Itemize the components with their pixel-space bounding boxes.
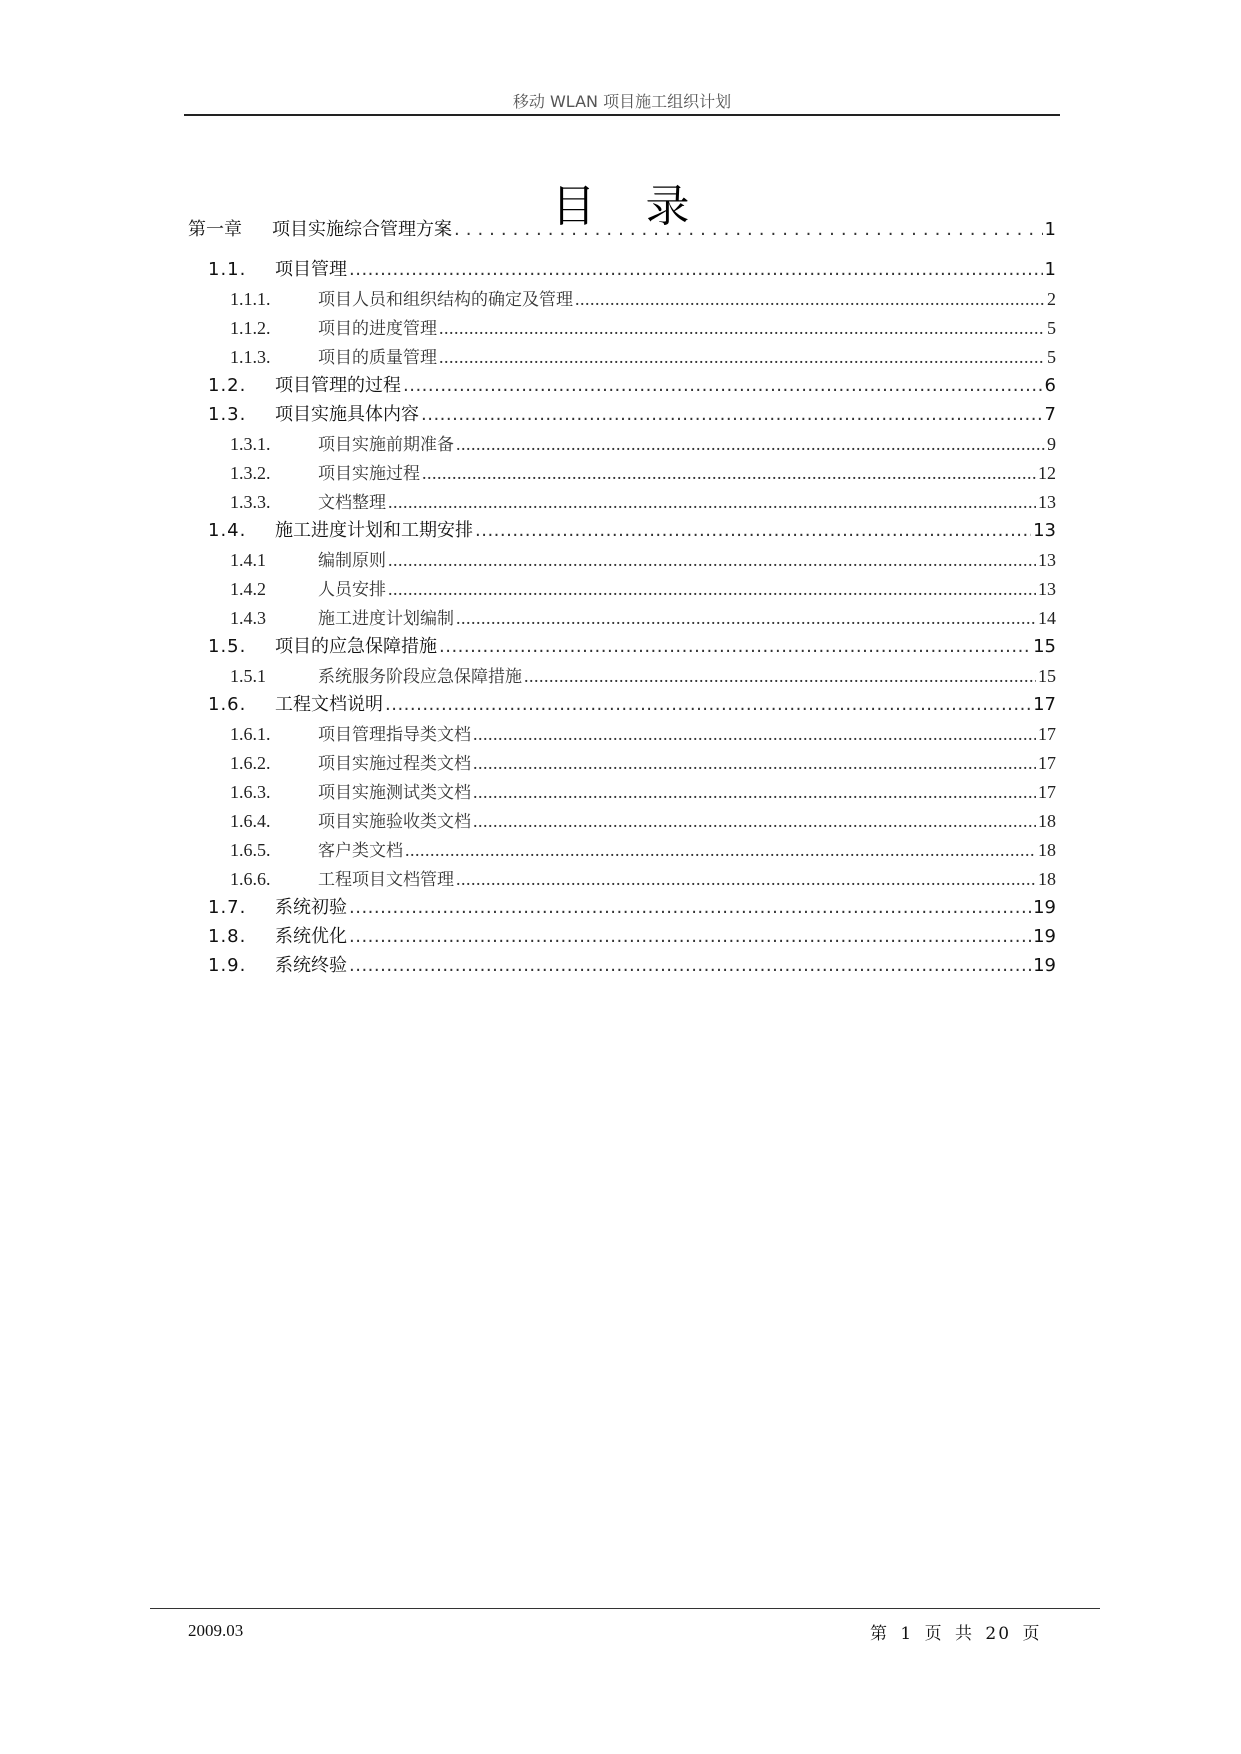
- toc-dot-leader: [473, 722, 1036, 746]
- toc-entry-title: 系统服务阶段应急保障措施: [318, 667, 522, 687]
- footer-divider: [150, 1608, 1100, 1609]
- toc-entry[interactable]: [208, 896, 1056, 920]
- toc-entry[interactable]: [230, 316, 1056, 340]
- toc-entry-page: 13: [1038, 579, 1056, 599]
- toc-dot-leader: [456, 606, 1036, 630]
- toc-entry-number: 1.4.1: [230, 550, 266, 570]
- toc-entry-title: 项目的质量管理: [318, 348, 437, 368]
- toc-dot-leader: [349, 896, 1031, 920]
- toc-entry-number: 1.4.2: [230, 579, 266, 599]
- toc-entry-title: 系统终验: [275, 955, 347, 976]
- toc-entry-page: 1: [1044, 219, 1056, 240]
- toc-entry-number: 1.4.: [208, 520, 247, 541]
- toc-entry-number: 第一章: [188, 219, 242, 240]
- toc-dot-leader: [405, 838, 1036, 862]
- toc-entry-title: 项目实施过程类文档: [318, 754, 471, 774]
- toc-entry-page: 13: [1038, 492, 1056, 512]
- toc-dot-leader: [439, 635, 1031, 659]
- toc-entry-page: 1: [1044, 259, 1056, 280]
- toc-entry-page: 17: [1033, 694, 1056, 715]
- toc-entry-number: 1.1.1.: [230, 289, 271, 309]
- toc-entry-page: 9: [1047, 434, 1056, 454]
- toc-dot-leader: [456, 432, 1045, 456]
- toc-entry[interactable]: [208, 403, 1056, 427]
- toc-entry-page: 7: [1044, 404, 1056, 425]
- toc-dot-leader: [388, 577, 1036, 601]
- toc-entry[interactable]: [230, 780, 1056, 804]
- toc-entry-page: 18: [1038, 811, 1056, 831]
- toc-dot-leader: [349, 925, 1031, 949]
- toc-entry[interactable]: [208, 954, 1056, 978]
- toc-dot-leader: [473, 780, 1036, 804]
- toc-entry-number: 1.3.2.: [230, 463, 271, 483]
- toc-entry-page: 13: [1038, 550, 1056, 570]
- page-header-title: 移动 WLAN 项目施工组织计划: [512, 92, 732, 111]
- toc-entry[interactable]: [208, 925, 1056, 949]
- toc-entry-number: 1.3.3.: [230, 492, 271, 512]
- toc-entry-page: 13: [1033, 520, 1056, 541]
- toc-dot-leader: [475, 519, 1031, 543]
- toc-entry[interactable]: [230, 345, 1056, 369]
- toc-entry-number: 1.3.1.: [230, 434, 271, 454]
- toc-entry-title: 项目人员和组织结构的确定及管理: [318, 290, 573, 310]
- toc-dot-leader: [349, 258, 1043, 282]
- toc-entry-title: 客户类文档: [318, 841, 403, 861]
- toc-entry[interactable]: [208, 693, 1056, 717]
- toc-entry-title: 施工进度计划和工期安排: [275, 520, 473, 541]
- toc-entry-page: 17: [1038, 782, 1056, 802]
- toc-dot-leader: [388, 490, 1036, 514]
- toc-dot-leader: [349, 954, 1031, 978]
- toc-entry-number: 1.4.3: [230, 608, 266, 628]
- toc-dot-leader: [524, 664, 1036, 688]
- toc-entry-number: 1.1.3.: [230, 347, 271, 367]
- header-divider: [184, 114, 1060, 116]
- toc-entry[interactable]: [230, 287, 1056, 311]
- toc-entry-page: 17: [1038, 724, 1056, 744]
- toc-entry-title: 编制原则: [318, 551, 386, 571]
- toc-entry-number: 1.7.: [208, 897, 247, 918]
- toc-entry-number: 1.6.5.: [230, 840, 271, 860]
- toc-entry-page: 19: [1033, 955, 1056, 976]
- toc-entry-number: 1.5.1: [230, 666, 266, 686]
- toc-entry-title: 项目实施过程: [318, 464, 420, 484]
- toc-entry[interactable]: [208, 374, 1056, 398]
- toc-entry-title: 系统优化: [275, 926, 347, 947]
- toc-entry-number: 1.9.: [208, 955, 247, 976]
- toc-entry[interactable]: [230, 722, 1056, 746]
- toc-dot-leader: [388, 548, 1036, 572]
- toc-title: 目 录: [551, 181, 708, 232]
- toc-entry-title: 系统初验: [275, 897, 347, 918]
- toc-entry-page: 18: [1038, 840, 1056, 860]
- toc-dot-leader: [422, 461, 1036, 485]
- toc-entry[interactable]: [230, 867, 1056, 891]
- toc-entry-page: 15: [1038, 666, 1056, 686]
- toc-entry-number: 1.5.: [208, 636, 247, 657]
- toc-entry-page: 15: [1033, 636, 1056, 657]
- toc-entry-title: 项目实施测试类文档: [318, 783, 471, 803]
- toc-entry[interactable]: [230, 838, 1056, 862]
- footer-date: 2009.03: [188, 1621, 244, 1640]
- toc-entry-page: 19: [1033, 926, 1056, 947]
- toc-entry-page: 12: [1038, 463, 1056, 483]
- toc-entry-title: 项目的进度管理: [318, 319, 437, 339]
- footer-page-info: 第 1 页 共 20 页: [870, 1624, 1042, 1644]
- toc-entry-number: 1.6.4.: [230, 811, 271, 831]
- toc-entry-title: 项目管理指导类文档: [318, 725, 471, 745]
- toc-dot-leader: [439, 345, 1045, 369]
- toc-entry[interactable]: [208, 519, 1056, 543]
- toc-entry[interactable]: [230, 664, 1056, 688]
- toc-entry-page: 18: [1038, 869, 1056, 889]
- toc-entry-page: 19: [1033, 897, 1056, 918]
- toc-dot-leader: [473, 809, 1036, 833]
- toc-entry-title: 工程文档说明: [275, 694, 383, 715]
- toc-entry-page: 17: [1038, 753, 1056, 773]
- toc-entry-page: 5: [1047, 347, 1056, 367]
- toc-dot-leader: [403, 374, 1043, 398]
- toc-entry-number: 1.8.: [208, 926, 247, 947]
- toc-entry[interactable]: [208, 635, 1056, 659]
- toc-entry-title: 项目管理的过程: [275, 375, 401, 396]
- toc-entry-number: 1.1.2.: [230, 318, 271, 338]
- toc-entry-number: 1.6.6.: [230, 869, 271, 889]
- toc-entry-title: 项目实施具体内容: [275, 404, 419, 425]
- toc-entry[interactable]: [230, 432, 1056, 456]
- toc-entry-title: 项目的应急保障措施: [275, 636, 437, 657]
- toc-entry-number: 1.6.2.: [230, 753, 271, 773]
- toc-entry-title: 文档整理: [318, 493, 386, 513]
- toc-entry-title: 项目实施验收类文档: [318, 812, 471, 832]
- toc-dot-leader: [439, 316, 1045, 340]
- toc-entry-title: 施工进度计划编制: [318, 609, 454, 629]
- toc-entry-number: 1.6.1.: [230, 724, 271, 744]
- toc-dot-leader: [385, 693, 1031, 717]
- toc-entry-number: 1.6.3.: [230, 782, 271, 802]
- toc-dot-leader: [456, 867, 1036, 891]
- toc-entry-title: 人员安排: [318, 580, 386, 600]
- toc-entry[interactable]: [230, 577, 1056, 601]
- toc-dot-leader: [454, 218, 1043, 242]
- toc-entry[interactable]: [230, 606, 1056, 630]
- toc-dot-leader: [473, 751, 1036, 775]
- toc-entry-page: 6: [1044, 375, 1056, 396]
- toc-dot-leader: [421, 403, 1043, 427]
- toc-entry[interactable]: [208, 258, 1056, 282]
- toc-entry[interactable]: [230, 490, 1056, 514]
- toc-entry-number: 1.2.: [208, 375, 247, 396]
- toc-entry-title: 项目实施前期准备: [318, 435, 454, 455]
- toc-entry-number: 1.1.: [208, 259, 247, 280]
- toc-dot-leader: [575, 287, 1045, 311]
- toc-entry-number: 1.6.: [208, 694, 247, 715]
- toc-entry-number: 1.3.: [208, 404, 247, 425]
- toc-entry-page: 14: [1038, 608, 1056, 628]
- toc-entry-title: 工程项目文档管理: [318, 870, 454, 890]
- toc-entry[interactable]: [188, 218, 1056, 242]
- toc-entry[interactable]: [230, 548, 1056, 572]
- toc-entry[interactable]: [230, 751, 1056, 775]
- toc-entry[interactable]: [230, 809, 1056, 833]
- toc-entry[interactable]: [230, 461, 1056, 485]
- toc-entry-page: 5: [1047, 318, 1056, 338]
- toc-entry-title: 项目管理: [275, 259, 347, 280]
- toc-entry-title: 项目实施综合管理方案: [272, 219, 452, 240]
- toc-entry-page: 2: [1047, 289, 1056, 309]
